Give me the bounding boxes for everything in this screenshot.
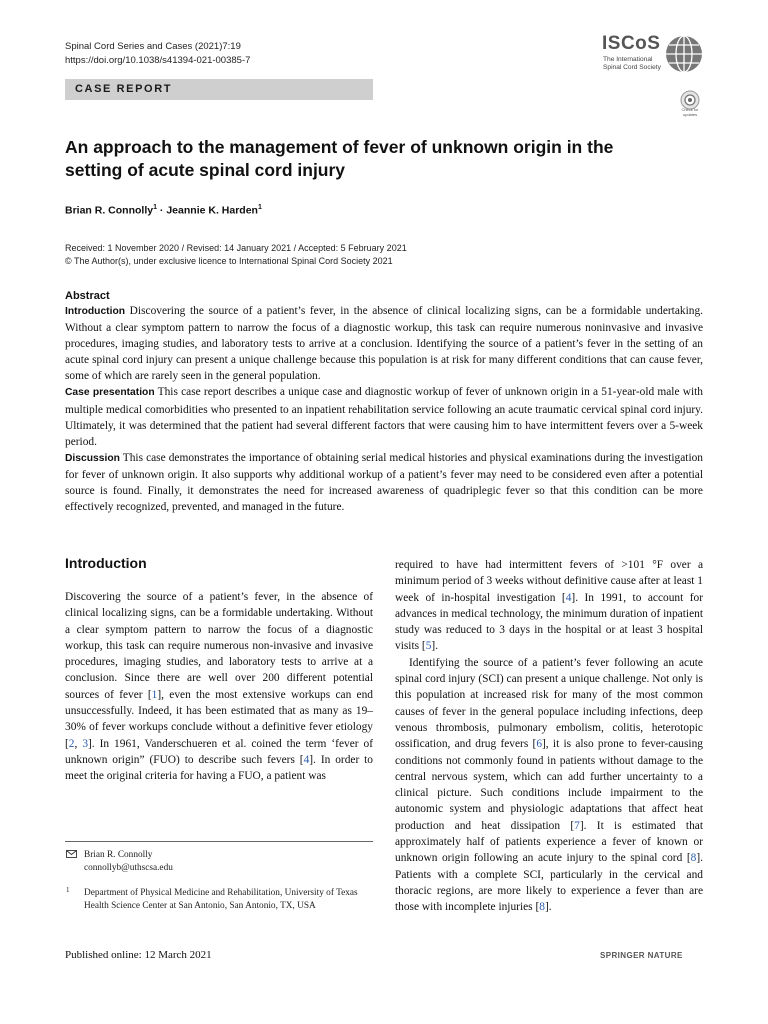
affiliation-marker: 1 [153, 204, 157, 211]
received-dates: Received: 1 November 2020 / Revised: 14 January 2021 / Accepted: 5 February 2021 [65, 243, 407, 253]
section-heading-introduction: Introduction [65, 555, 147, 571]
citation-link[interactable]: 2 [68, 737, 75, 750]
abstract-heading: Abstract [65, 290, 110, 302]
globe-icon [664, 34, 704, 74]
copyright-line: © The Author(s), under exclusive licence to International Spinal Cord Society 2021 [65, 256, 393, 266]
affiliation-text: Department of Physical Medicine and Rehabilitation, University of Texas Health Science Center at San Antonio, San Antonio, TX, USA [84, 888, 358, 911]
corresponding-author-email[interactable]: connollyb@uthscsa.edu [84, 863, 173, 873]
envelope-icon [66, 850, 77, 858]
paragraph: Identifying the source of a patient’s fever following an acute spinal cord injury (SCI) can present a unique challenge. Not only is this population at increased risk for many of the most common causes of fever in the general populace including infections, deep venous thrombosis, pulmonary embolism, colitis, heterotopic ossification, and drug fevers [6], it is also prone to fever-causing conditions not commonly found in patients without damage to the central nervous system, which can add further uncertainty to a clinical picture. Such conditions include impairment to the autonomic system and physiologic adaptations that affect heat production and heat dissipation [7]. It is estimated that approximately half of patients experience a fever of known or unknown origin following an acute injury to the spinal cord [8]. Patients with a complete SCI, particularly in the cervical and thoracic regions, are more likely to experience a fever than are those with incomplete injuries [8]. [395, 656, 703, 914]
author-name[interactable]: Jeannie K. Harden [166, 204, 258, 217]
abstract-section-label: Discussion [65, 452, 120, 464]
doi-link[interactable]: https://doi.org/10.1038/s41394-021-00385-7 [65, 55, 251, 66]
citation-link[interactable]: 7 [574, 819, 580, 832]
citation-link[interactable]: 6 [536, 738, 543, 751]
abstract [65, 290, 703, 515]
published-online-date: Published online: 12 March 2021 [65, 949, 212, 961]
paragraph: Discovering the source of a patient’s fever, in the absence of clinical localizing signs, can be a formidable undertaking. Without a clear symptom pattern to narrow the focus of a diagnostic workup, this task can require numerous non-invasive and invasive procedures, imaging studies, and laboratory tests to arrive at a conclusion. Since there are well over 200 different potential sources of fever [1], even the most extensive workups can end unsuccessfully. Indeed, it has been estimated that as many as 19–30% of fever workups conclude without a definitive fever etiology [2, 3]. In 1961, Vanderschueren et al. coined the term ‘fever of unknown origin” (FUO) to describe such fevers [4]. In order to meet the original criteria for having a FUO, a patient was [65, 591, 373, 783]
citation-link[interactable]: 5 [425, 640, 432, 653]
citation-link[interactable]: 4 [303, 753, 310, 766]
paragraph: required to have had intermittent fevers of >101 °F over a minimum period of 3 weeks without definitive cause after at least 1 week of in-hospital investigation [4]. In 1991, to account for advances in medical technology, the minimum duration of inpatient study was reduced to 3 days in the hospital or at least 3 hospital visits [5]. [395, 559, 703, 653]
publisher-logo: SPRINGER NATURE [600, 951, 683, 960]
body-column-left [65, 589, 373, 785]
affiliation-number: 1 [66, 886, 70, 894]
abstract-discussion: Discussion This case demonstrates the importance of obtaining serial medical histories and physical examinations during the investigation for fever of unknown origin. It also supports why additional workup of a patient’s fever may need to be considered even after a potential source is found. Finally, it demonstrates the need for increased awareness of quadriplegic fever so that this condition can be more effectively recognized, prevented, and managed in the future. [65, 451, 703, 514]
section-band [65, 79, 373, 100]
corresponding-author-name: Brian R. Connolly [84, 850, 153, 860]
iscos-logo-text: ISCoS [602, 33, 661, 54]
iscos-logo-line1: The International [603, 56, 653, 63]
iscos-logo-line2: Spinal Cord Society [603, 64, 661, 71]
abstract-introduction: Introduction Discovering the source of a patient’s fever, in the absence of clinical localizing signs, can be a formidable undertaking. Without a clear symptom pattern to narrow the focus of a diagnostic workup, this task can require numerous noninvasive and invasive procedures, imaging studies, and laboratory tests to arrive at a conclusion. Identifying the source of a patient’s fever in the setting of an acute spinal cord injury can present a unique challenge because this population is at risk for many different conditions that can cause fever, some of which are rarely seen in the general population. [65, 305, 703, 383]
footnote-divider [65, 841, 373, 842]
journal-citation: Spinal Cord Series and Cases (2021)7:19 [65, 41, 241, 52]
abstract-section-label: Introduction [65, 306, 126, 317]
body-column-right [395, 557, 703, 916]
author-separator: · [157, 204, 167, 217]
check-for-updates-label[interactable]: Check for updates [681, 107, 699, 117]
affiliation-marker: 1 [257, 204, 262, 211]
section-label: CASE REPORT [75, 83, 173, 95]
abstract-case-presentation: Case presentation This case report describes a unique case and diagnostic workup of fever of unknown origin in a 51-year-old male with multiple medical comorbidities who presented to an inpatient rehabilitation service following an acute traumatic cervical spinal cord injury. Ultimately, it was determined that the patient had several different factors that were causing him to have intermittent fevers over a 5-week period. [65, 386, 703, 448]
author-name[interactable]: Brian R. Connolly [65, 204, 154, 217]
citation-link[interactable]: 8 [539, 901, 545, 914]
article-title: An approach to the management of fever of unknown origin in the setting of acute spinal cord injury [65, 137, 614, 180]
author-list [65, 204, 262, 217]
citation-link[interactable]: 1 [151, 688, 158, 701]
citation-link[interactable]: 3 [82, 737, 89, 750]
citation-link[interactable]: 8 [690, 852, 697, 865]
citation-link[interactable]: 4 [565, 591, 572, 604]
abstract-section-label: Case presentation [65, 387, 155, 399]
